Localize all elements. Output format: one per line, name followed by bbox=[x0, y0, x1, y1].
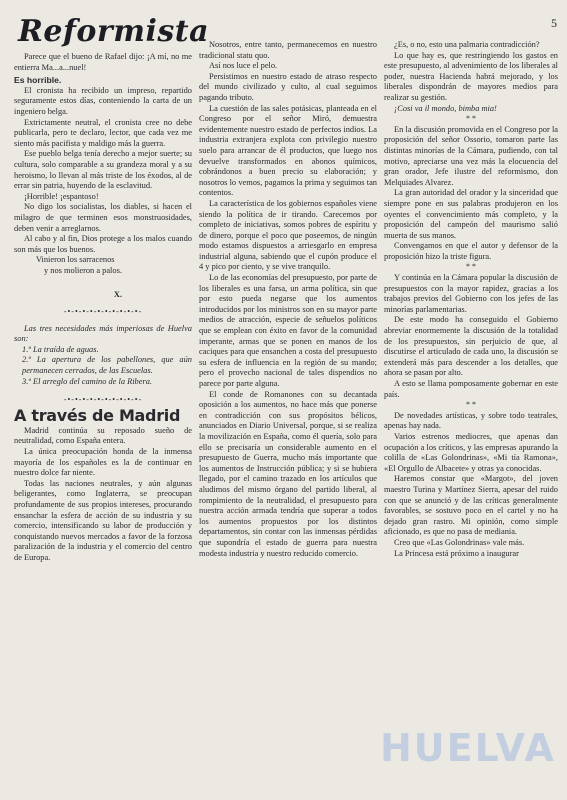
separator: -•-•-•-•-•-•-•-•-•-•- bbox=[63, 395, 143, 405]
col1-paragraph: No digo los socialistas, los diables, si hacen el milagro de que terminen esos monstruosidades, deben venir a arreglarnos. bbox=[14, 202, 192, 233]
col2-paragraph: La cuestión de las sales potásicas, planteada en el Congreso por el señor Miró, demuestra evidentemente nuestro estado de perfectos indios. La industria extranjera explota con privilegio nuestro suelo para arrancar de él productos, que luego nos devuelve transformados en abonos químicos, cobrándonos a buen precio su elaboración; y nosotros lo vemos, pagamos la prima y seguimos tan contentos. bbox=[199, 103, 377, 198]
col2-paragraph: Nosotros, entre tanto, permanecemos en nuestro tradicional statu quo. bbox=[199, 40, 377, 60]
stars-divider: * * bbox=[466, 262, 476, 272]
masthead-reformista: Reformista bbox=[18, 14, 210, 49]
list-item: 1.º La traída de aguas. bbox=[22, 344, 99, 354]
necesidades-intro: Las tres necesidades más imperiosas de Huelva son: bbox=[14, 323, 192, 344]
col1-paragraph: Extrictamente neutral, el cronista cree no debe publicarla, pero te declaro, lector, que cada vez me siento más pacifista y maldigo más la guerra. bbox=[14, 117, 192, 148]
verse-line: y nos molieron a palos. bbox=[44, 265, 122, 275]
col1-paragraph: Ese pueblo belga tenía derecho a mejor suerte; su cultura, solo comparable a su grandeza moral y a su heroismo, lo llevan al más triste de los éxodos, al de errar sin patria, huyendo de la esclavitud. bbox=[14, 149, 192, 191]
stars-divider: * * bbox=[466, 400, 476, 410]
col3-paragraph: ¡Cosi va il mondo, bimba mia! bbox=[394, 103, 497, 113]
col3-paragraph: De novedades artísticas, y sobre todo teatrales, apenas hay nada. bbox=[384, 410, 558, 431]
madrid-paragraph: Todas las naciones neutrales, y aún algunas beligerantes, como Inglaterra, se preocupan profundamente de sus propios intereses, procurando ensanchar la esfera de acción de su industria y su comercio, intensificando su labor de producción y conquistando nuevos mercados a favor de la forzosa paralización de la industria y el comercio del centro de Europa. bbox=[14, 478, 192, 562]
col3-paragraph: Lo que hay es, que restringiendo los gastos en este presupuesto, al advenimiento de los liberales al poder, nuestra Hacienda habrá mejorado, y los liberales dispondrán de mayores medios para realizar su gestión. bbox=[384, 50, 558, 102]
col1-paragraph: ¡Horrible! ¡espantoso! bbox=[24, 191, 99, 201]
col3-paragraph: De este modo ha conseguido el Gobierno abreviar enormemente la discusión de la totalidad de los presupuestos, sin perjuicio de que, al discutirse el articulado de cada uno, la discusión se extenderá más para descender a los detalles, que ahora se pasan por alto. bbox=[384, 315, 558, 378]
col2-paragraph: Persistimos en nuestro estado de atraso respecto del mundo civilizado y culto, al cual seguimos pagando tributo. bbox=[199, 71, 377, 102]
col3-paragraph: ¿Es, o no, esto una palmaria contradicción? bbox=[394, 40, 540, 49]
signature-x: X. bbox=[113, 290, 122, 300]
col3-paragraph: Convengamos en que el autor y defensor de la proposición hizo la triste figura. bbox=[384, 241, 558, 261]
list-item: 3.º El arreglo del camino de la Ribera. bbox=[22, 376, 152, 386]
section-title: A través de Madrid bbox=[14, 405, 181, 425]
col2-paragraph: El conde de Romanones con su decantada oposición a los aumentos, no hace más que ponerse en contradicción con sus propósitos bélicos, anunciados en Diario Universal, porque, si se realiza la movilización en España, como él quería, solo para ello se precisaría un considerable aumento en el presupuesto de Guerra, mucho más importante que los aumentos de Instrucción pública; y si se hubiera llegado, por el camino trazado en los artículos que aludimos del mismo órgano del partido liberal, al rompimiento de la neutralidad, el presupuesto para nuestra acción armada tendría que superar a todos los aumentos propuestos por los distintos departamentos, sin contar con las inmensas pérdidas que supondría el estado de guerra para nuestra modesta industria y nuestro reducido comercio. bbox=[199, 389, 377, 558]
col3-paragraph: Y continúa en la Cámara popular la discusión de presupuestos con la mayor rapidez, gracias a los trabajos previos del Gobierno con los jefes de las minorías parlamentarias. bbox=[384, 273, 558, 314]
col3-paragraph: En la discusión promovida en el Congreso por la proposición del señor Ossorio, tomaron parte las distintas minorías de la Cámara, pudiendo, con tal motivo, apreciarse una vez más la elocuencia del gran orador, Jefe ilustre del reformismo, don Melquiades Alvarez. bbox=[384, 124, 558, 187]
separator: -•-•-•-•-•-•-•-•-•-•- bbox=[63, 307, 143, 317]
col2-paragraph: Lo de las economías del presupuesto, por parte de los liberales es una farsa, un arma política, sin que por esto pueda negarse que los aumentos introducidos por los ministros son en su mayor parte medios de atracción, especie de señuelos políticos que se emplean con éxito en favor de la comunidad imperante, armas que se ponen en manos de los caciques para que ensanchen a costa del presupuesto su esfera de influencia en la región de su mando; pero el provecho nacional de tales dispendios no parece por parte alguna. bbox=[199, 273, 377, 388]
col1-paragraph: Al cabo y al fin, Dios protege a los malos cuando son más que los buenos. bbox=[14, 234, 192, 254]
madrid-paragraph: La única preocupación honda de la inmensa mayoría de los españoles es la de continuar en nuestro dolce far niente. bbox=[14, 447, 192, 478]
col3-paragraph: La gran autoridad del orador y la sinceridad que siempre pone en sus palabras produjeron en los oyentes el convencimiento más completo, y la proposición del campeón del maurismo salió muerta de sus manos. bbox=[384, 188, 558, 240]
col3-paragraph: La Princesa está próximo a inaugurar bbox=[394, 548, 519, 558]
col3-paragraph: Creo que «Las Golondrinas» vale más. bbox=[394, 537, 525, 547]
madrid-paragraph: Madrid continúa su reposado sueño de neutralidad, como España entera. bbox=[14, 425, 192, 446]
col3-paragraph: Varios estrenos mediocres, que apenas dan ocupación a los críticos, y las empresas apurando la colilla de «Las Golondrinas», «Mi tía Ramona», «El Orgullo de Albacete» y otras ya conocidas. bbox=[384, 431, 558, 473]
column-3 bbox=[384, 0, 558, 800]
col2-paragraph: La característica de los gobiernos españoles viene siendo la política de ir tirando. Carecemos por completo de iniciativas, somos pobres de espíritu y de dinero, porque el poco que poseemos, de ningún modo estamos dispuestos a arriesgarlo en empresa industrial alguna, sabiendo que el cupón produce el 4 y pico por ciento, y se vive tranquilo. bbox=[199, 198, 377, 272]
column-2 bbox=[199, 0, 377, 800]
col3-paragraph: Haremos constar que «Margot», del joven maestro Turina y Martínez Sierra, apesar del ruido con que se anunció y de las críticas generalmente favorables, se sostuvo poco en el cartel y no ha dejado gran rastro. Mi opinión, como simple aficionado, es que no pasa de mediania. bbox=[384, 474, 558, 537]
page-number: 5 bbox=[551, 16, 557, 30]
col1-paragraph: El cronista ha recibido un impreso, repartido seguramente estos días, conteniendo la carta de un ingeniero belga. bbox=[14, 85, 192, 116]
list-item: 2.º La apertura de los pabellones, que aún permanecen cerrados, de las Escuelas. bbox=[22, 355, 192, 376]
column-1 bbox=[14, 0, 192, 800]
col3-paragraph: A esto se llama pomposamente gobernar en este país. bbox=[384, 379, 558, 399]
stars-divider: * * bbox=[466, 114, 476, 124]
es-horrible-heading: Es horrible. bbox=[14, 75, 62, 86]
col2-paragraph: Así nos luce el pelo. bbox=[209, 61, 278, 71]
library-stamp-watermark: HUELVA bbox=[380, 726, 556, 770]
intro-quote: Parece que el bueno de Rafael dijo: ¡A mí, no me entierra Ma...a...nuel! bbox=[14, 52, 192, 72]
necesidades-list bbox=[14, 345, 192, 387]
verse-line: Vinieron los sarracenos bbox=[36, 255, 115, 265]
